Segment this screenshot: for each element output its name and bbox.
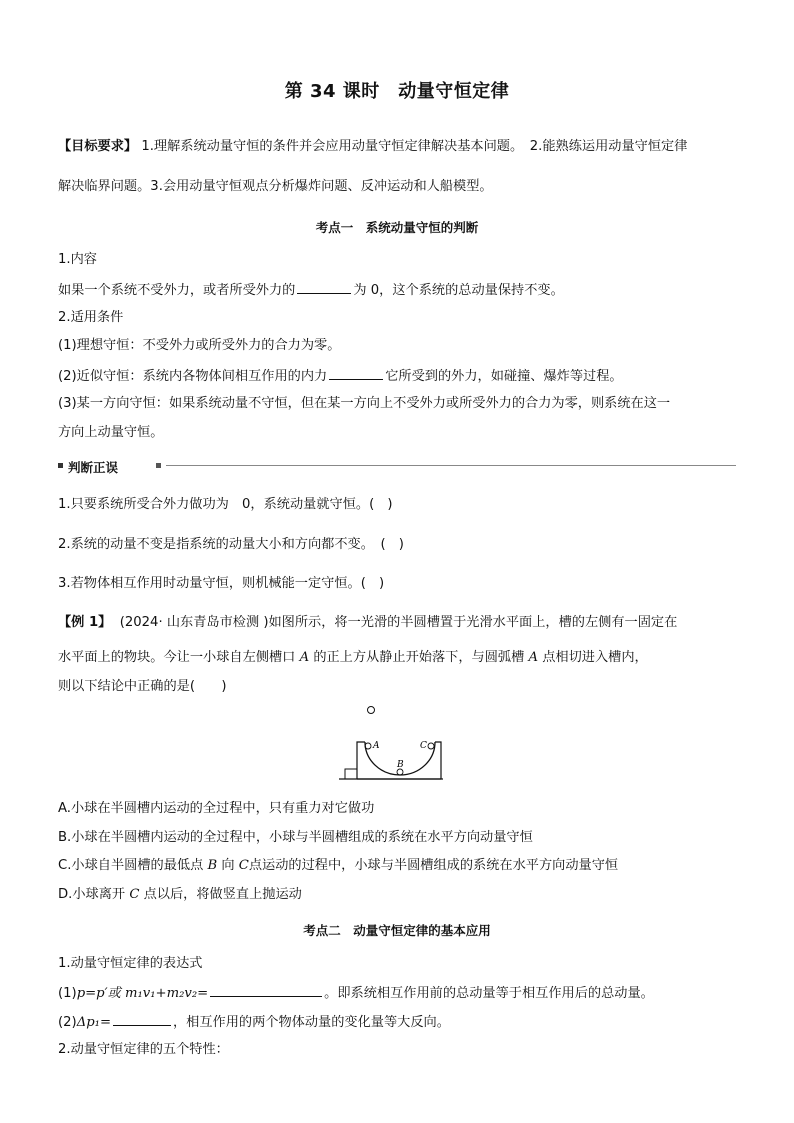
- expression-2: [58, 1013, 450, 1031]
- expression-2-prefix: (2): [58, 1015, 77, 1030]
- content-text-b: 为 0，这个系统的总动量保持不变。: [353, 283, 564, 298]
- divider-line: [166, 465, 736, 466]
- page-title: 第 34 课时 动量守恒定律: [284, 81, 510, 102]
- expression-2-suffix: ，相互作用的两个物体动量的变化量等大反向。: [173, 1015, 450, 1030]
- option-c-text-a: C.小球自半圆槽的最低点: [58, 858, 204, 873]
- conditions-title: 2.适用条件: [58, 310, 124, 325]
- half-pipe-figure: [335, 700, 445, 790]
- expression-1-formula: p=p′或 m₁v₁+m₂v₂=: [76, 986, 209, 1001]
- example-line-2: [58, 650, 648, 666]
- option-b: B.小球在半圆槽内运动的全过程中，小球与半圆槽组成的系统在水平方向动量守恒: [58, 830, 533, 845]
- option-d-text-b: 点以后，将做竖直上抛运动: [143, 887, 302, 902]
- content-line: [58, 281, 564, 299]
- expression-2-formula: Δp₁=: [76, 1015, 111, 1030]
- objectives-line-2: 解决临界问题。3.会用动量守恒观点分析爆炸问题、反冲运动和人船模型。: [58, 179, 493, 194]
- judge-label: 判断正误: [68, 460, 119, 475]
- content-title: 1.内容: [58, 252, 97, 267]
- option-c: [58, 858, 618, 874]
- expression-1-prefix: (1): [58, 986, 77, 1001]
- ball-at-a-icon: [365, 743, 371, 749]
- bullet-icon: [58, 463, 63, 468]
- judge-question-1: 1.只要系统所受合外力做功为 0，系统动量就守恒。( ): [58, 497, 393, 512]
- condition-1: (1)理想守恒：不受外力或所受外力的合力为零。: [58, 338, 341, 353]
- objectives-line-1: [58, 139, 687, 155]
- bullet-icon: [156, 463, 161, 468]
- fixed-block: [345, 769, 357, 779]
- option-d: [58, 887, 302, 903]
- example-line-3: 则以下结论中正确的是( ): [58, 679, 227, 694]
- expression-1-suffix: 。即系统相互作用前的总动量等于相互作用后的总动量。: [324, 986, 654, 1001]
- trough-right-wall: [435, 742, 441, 779]
- option-d-text-a: D.小球离开: [58, 887, 126, 902]
- label-b: B: [397, 760, 404, 770]
- section2-heading: 考点二 动量守恒定律的基本应用: [303, 923, 491, 938]
- label-c: C: [420, 741, 427, 751]
- condition-3-line-2: 方向上动量守恒。: [58, 425, 164, 440]
- label-a: A: [373, 741, 380, 751]
- point-a-ref: A: [528, 650, 539, 665]
- option-c-text-c: 点运动的过程中，小球与半圆槽组成的系统在水平方向动量守恒: [248, 858, 619, 873]
- example-text-2b: 的正上方从静止开始落下，与圆弧槽: [313, 650, 525, 665]
- expression-1: [58, 984, 654, 1002]
- judge-question-3: 3.若物体相互作用时动量守恒，则机械能一定守恒。( ): [58, 576, 385, 591]
- point-c-ref: C: [238, 858, 249, 873]
- condition-3-line-1: (3)某一方向守恒：如果系统动量不守恒，但在某一方向上不受外力或所受外力的合力为零，则系统在这一: [58, 396, 671, 411]
- option-a: A.小球在半圆槽内运动的全过程中，只有重力对它做功: [58, 801, 375, 816]
- point-b-ref: B: [207, 858, 218, 873]
- falling-ball-icon: [368, 707, 375, 714]
- example-text-2a: 水平面上的物块。今让一小球自左侧槽口: [58, 650, 296, 665]
- example-line-1: [58, 615, 677, 631]
- point-a-ref: A: [299, 650, 310, 665]
- condition-2: [58, 367, 623, 385]
- section1-heading: 考点一 系统动量守恒的判断: [315, 220, 479, 235]
- blank-field[interactable]: [210, 984, 322, 997]
- option-c-text-b: 向: [221, 858, 235, 873]
- expression-title: 1.动量守恒定律的表达式: [58, 956, 203, 971]
- features-title: 2.动量守恒定律的五个特性：: [58, 1042, 229, 1057]
- blank-field[interactable]: [113, 1013, 171, 1026]
- condition-2-text-b: 它所受到的外力，如碰撞、爆炸等过程。: [385, 369, 623, 384]
- trough-left-wall: [357, 742, 365, 779]
- ball-at-c-icon: [428, 743, 434, 749]
- blank-field[interactable]: [329, 367, 383, 380]
- example-text-2c: 点相切进入槽内，: [542, 650, 648, 665]
- objectives-label: 【目标要求】: [58, 139, 138, 154]
- example-label: 【例 1】: [58, 615, 112, 630]
- blank-field[interactable]: [297, 281, 351, 294]
- content-text-a: 如果一个系统不受外力，或者所受外力的: [58, 283, 296, 298]
- point-c-ref: C: [129, 887, 140, 902]
- objectives-text-1: 1.理解系统动量守恒的条件并会应用动量守恒定律解决基本问题。 2.能熟练运用动量守恒定律: [141, 139, 688, 154]
- condition-2-text-a: (2)近似守恒：系统内各物体间相互作用的内力: [58, 369, 328, 384]
- judge-divider: [58, 458, 736, 474]
- example-text-1: (2024· 山东青岛市检测 )如图所示，将一光滑的半圆槽置于光滑水平面上，槽的左侧有一固定在: [119, 615, 678, 630]
- judge-question-2: 2.系统的动量不变是指系统的动量大小和方向都不变。 ( ): [58, 537, 404, 552]
